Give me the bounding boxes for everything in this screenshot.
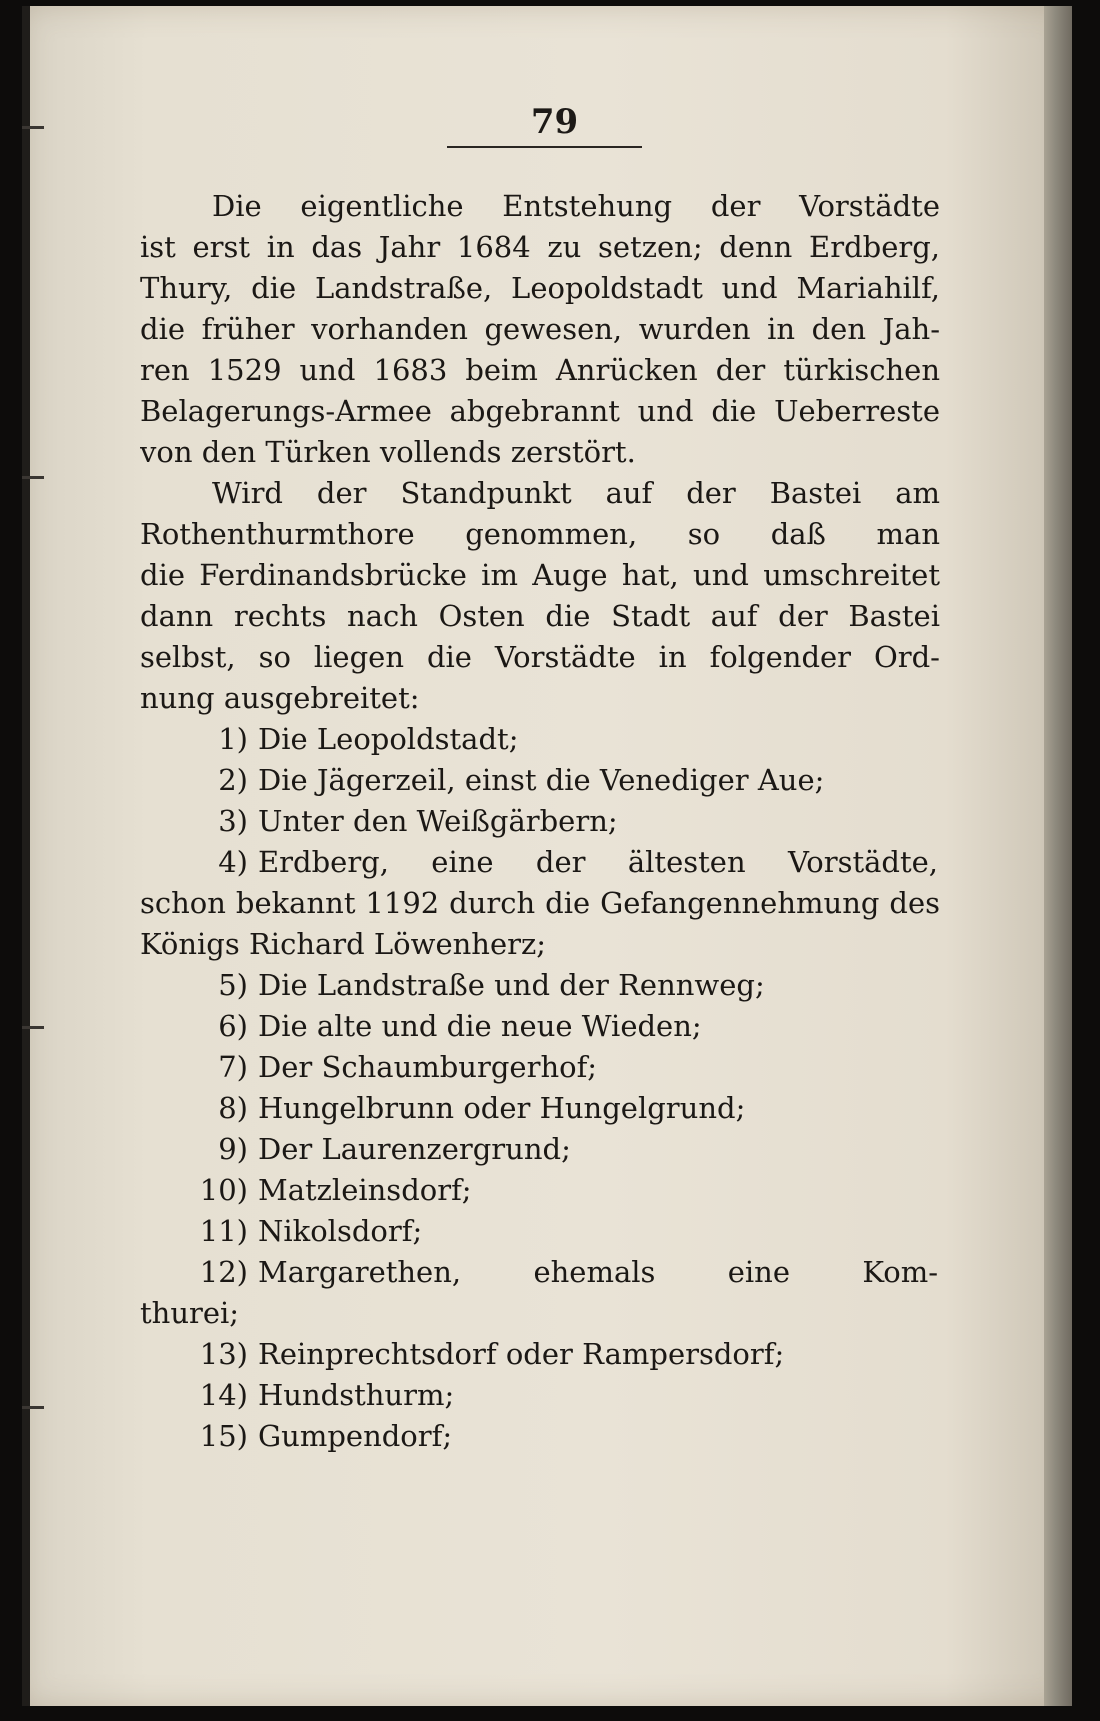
list-item <box>140 1334 940 1375</box>
page-edge <box>1044 6 1072 1706</box>
list-text: Hundsthurm; <box>258 1378 455 1412</box>
list-text: Nikolsdorf; <box>258 1214 423 1248</box>
list-text: Die Jägerzeil, einst die Venediger Aue; <box>258 763 825 797</box>
text-line: Belagerungs-Armee abgebrannt und die Ueberreste <box>140 394 940 428</box>
text-line: dann rechts nach Osten die Stadt auf der Bastei <box>140 599 940 633</box>
list-item <box>140 801 940 842</box>
list-number: 1) <box>218 722 248 756</box>
list-number: 14) <box>199 1378 248 1412</box>
list-item <box>140 1088 940 1129</box>
book-page <box>22 6 1072 1706</box>
book-binding <box>22 6 30 1706</box>
text-line: ist erst in das Jahr 1684 zu setzen; denn Erdberg, <box>140 230 940 264</box>
list-item <box>140 1375 940 1416</box>
list-number: 2) <box>218 763 248 797</box>
list-number: 10) <box>199 1173 248 1207</box>
text-line: die früher vorhanden gewesen, wurden in den Jah- <box>140 312 940 346</box>
text-line: von den Türken vollends zerstört. <box>140 435 636 469</box>
page-number: 79 <box>530 102 579 142</box>
list-text: Die alte und die neue Wieden; <box>258 1009 702 1043</box>
text-line: Thury, die Landstraße, Leopoldstadt und Mariahilf, <box>140 271 940 305</box>
list-text: Der Laurenzergrund; <box>258 1132 571 1166</box>
list-text: Erdberg, eine der ältesten Vorstädte, <box>258 845 938 879</box>
list-item <box>140 719 940 760</box>
list-text: Reinprechtsdorf oder Rampersdorf; <box>258 1337 785 1371</box>
list-number: 7) <box>218 1050 248 1084</box>
text-line: die Ferdinandsbrücke im Auge hat, und umschreitet <box>140 558 940 592</box>
text-line: ren 1529 und 1683 beim Anrücken der türkischen <box>140 353 940 387</box>
list-text: Die Landstraße und der Rennweg; <box>258 968 765 1002</box>
list-item <box>140 965 940 1006</box>
header-rule <box>447 146 642 148</box>
list-item <box>140 1252 940 1293</box>
text-line: Wird der Standpunkt auf der Bastei am <box>212 476 940 510</box>
list-item <box>140 1416 940 1457</box>
list-text: Hungelbrunn oder Hungelgrund; <box>258 1091 746 1125</box>
text-line: Rothenthurmthore genommen, so daß man <box>140 517 940 551</box>
list-item <box>140 1047 940 1088</box>
list-text: Der Schaumburgerhof; <box>258 1050 598 1084</box>
list-item <box>140 842 940 883</box>
list-text: Unter den Weißgärbern; <box>258 804 618 838</box>
list-item <box>140 1211 940 1252</box>
list-number: 9) <box>218 1132 248 1166</box>
list-text: Gumpendorf; <box>258 1419 453 1453</box>
list-continuation: Königs Richard Löwenherz; <box>140 927 547 961</box>
list-continuation: schon bekannt 1192 durch die Gefangennehmung des <box>140 886 940 920</box>
text-line: nung ausgebreitet: <box>140 681 420 715</box>
page-text <box>140 186 940 1457</box>
text-line: selbst, so liegen die Vorstädte in folgender Ord- <box>140 640 940 674</box>
binding-thread <box>22 1406 44 1409</box>
list-number: 12) <box>199 1255 248 1289</box>
list-text: Die Leopoldstadt; <box>258 722 519 756</box>
list-number: 15) <box>199 1419 248 1453</box>
list-item <box>140 1129 940 1170</box>
binding-thread <box>22 476 44 479</box>
list-item <box>140 760 940 801</box>
list-number: 3) <box>218 804 248 838</box>
list-number: 6) <box>218 1009 248 1043</box>
list-text: Matzleinsdorf; <box>258 1173 472 1207</box>
list-text: Margarethen, ehemals eine Kom- <box>258 1255 938 1289</box>
list-item <box>140 1006 940 1047</box>
list-item <box>140 1170 940 1211</box>
list-continuation: thurei; <box>140 1296 240 1330</box>
list-number: 5) <box>218 968 248 1002</box>
binding-thread <box>22 1026 44 1029</box>
list-number: 13) <box>199 1337 248 1371</box>
list-number: 4) <box>218 845 248 879</box>
list-number: 8) <box>218 1091 248 1125</box>
list-number: 11) <box>199 1214 248 1248</box>
text-line: Die eigentliche Entstehung der Vorstädte <box>212 189 940 223</box>
